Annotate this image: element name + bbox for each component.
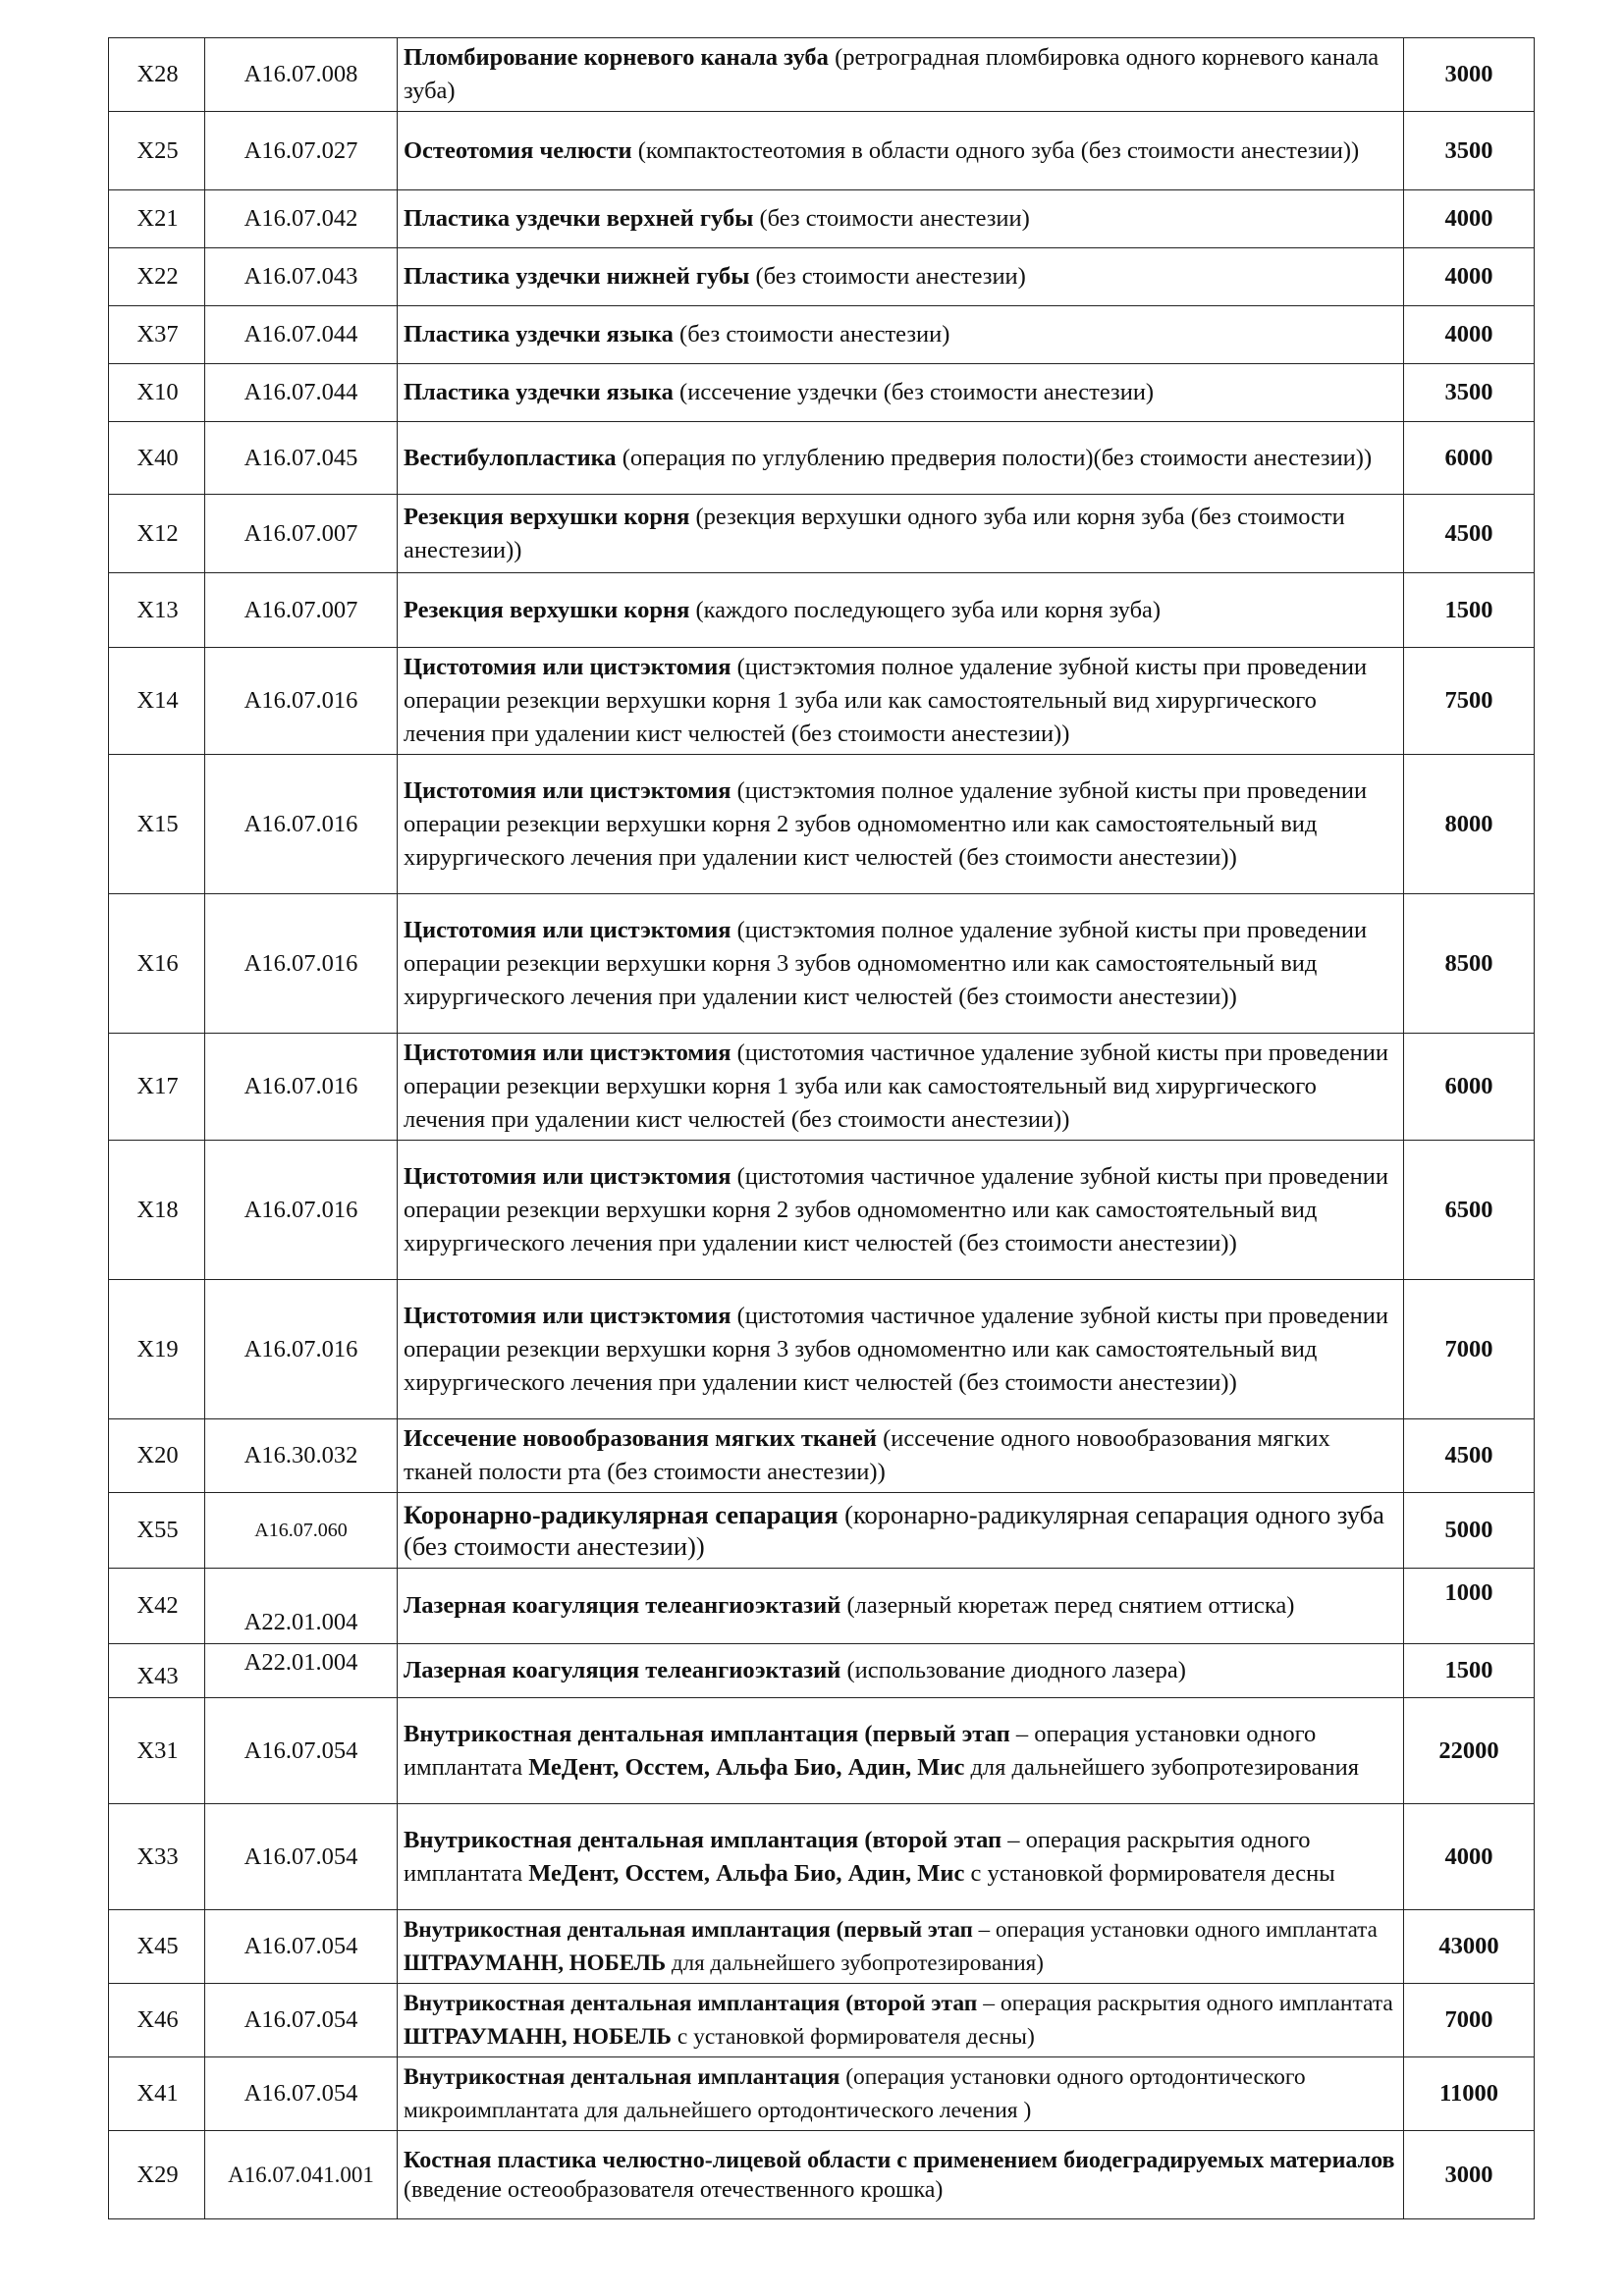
table-row [109, 755, 1535, 894]
service-code: Х14 [109, 648, 205, 755]
service-description [398, 1034, 1404, 1141]
service-code: Х13 [109, 573, 205, 648]
table-row [109, 2057, 1535, 2131]
service-note: (операция по углублению предверия полости)(без стоимости анестезии)) [616, 444, 1373, 471]
service-description [398, 1644, 1404, 1698]
service-title: Резекция верхушки корня [404, 596, 690, 623]
service-note: (цистотомия частичное удаление зубной кисты при проведении операции резекции верхушки корня 3 зубов одномоментно или как самостоятельный вид хирургического лечения при удалении кист челюстей (без стоимости анестезии)) [404, 1302, 1388, 1396]
service-code: Х15 [109, 755, 205, 894]
implant-brands: МеДент, Осстем, Альфа Био, Адин, Мис [528, 1753, 965, 1781]
service-article: А16.07.016 [205, 894, 398, 1034]
service-article: А16.07.027 [205, 112, 398, 190]
table-row [109, 422, 1535, 495]
table-row [109, 648, 1535, 755]
service-title: Коронарно-радикулярная сепарация [404, 1500, 839, 1529]
service-note: (без стоимости анестезии) [749, 263, 1026, 290]
service-description [398, 573, 1404, 648]
service-description [398, 422, 1404, 495]
table-row [109, 248, 1535, 306]
table-row [109, 1984, 1535, 2057]
service-note-tail: для дальнейшего зубопротезирования [964, 1753, 1360, 1781]
service-title: Цистотомия или цистэктомия [404, 1040, 731, 1066]
service-note: (лазерный кюретаж перед снятием оттиска) [840, 1592, 1295, 1619]
service-price: 4000 [1404, 248, 1535, 306]
service-note: (цистотомия частичное удаление зубной кисты при проведении операции резекции верхушки корня 1 зуба или как самостоятельный вид хирургического лечения при удалении кист челюстей (без стоимости анестезии)) [404, 1040, 1388, 1133]
service-price: 1000 [1404, 1569, 1535, 1644]
service-description [398, 38, 1404, 112]
service-description [398, 1569, 1404, 1644]
service-description [398, 1804, 1404, 1910]
service-article: А22.01.004 [205, 1644, 398, 1698]
service-title: Цистотомия или цистэктомия [404, 1302, 731, 1329]
service-description [398, 495, 1404, 573]
service-title: Внутрикостная дентальная имплантация [404, 1917, 831, 1942]
service-title: Костная пластика челюстно-лицевой области с применением биодеградируемых материалов [404, 2147, 1395, 2173]
service-code: Х31 [109, 1698, 205, 1804]
service-code: Х28 [109, 38, 205, 112]
service-article: А16.07.042 [205, 190, 398, 248]
service-stage: (второй этап [839, 1991, 978, 2016]
service-title: Остеотомия челюсти [404, 136, 632, 164]
service-code: Х19 [109, 1280, 205, 1419]
service-title: Пластика уздечки верхней губы [404, 205, 754, 232]
service-code: Х33 [109, 1804, 205, 1910]
service-title: Пластика уздечки языка [404, 379, 674, 405]
service-price: 6000 [1404, 1034, 1535, 1141]
table-row [109, 1910, 1535, 1984]
service-price: 11000 [1404, 2057, 1535, 2131]
service-price: 4500 [1404, 1419, 1535, 1493]
table-row [109, 1280, 1535, 1419]
service-title: Пластика уздечки языка [404, 321, 674, 347]
service-stage: (второй этап [858, 1826, 1002, 1853]
table-row [109, 1493, 1535, 1569]
service-title: Внутрикостная дентальная имплантация [404, 1991, 840, 2016]
service-price: 8500 [1404, 894, 1535, 1034]
implant-brands: МеДент, Осстем, Альфа Био, Адин, Мис [528, 1859, 965, 1887]
service-code: Х41 [109, 2057, 205, 2131]
table-row [109, 364, 1535, 422]
service-note: – операция раскрытия одного имплантата [977, 1991, 1393, 2016]
service-title: Цистотомия или цистэктомия [404, 1162, 731, 1190]
service-description [398, 1493, 1404, 1569]
service-price: 3500 [1404, 364, 1535, 422]
service-code: Х46 [109, 1984, 205, 2057]
service-description [398, 1984, 1404, 2057]
service-note-tail: для дальнейшего зубопротезирования) [666, 1950, 1044, 1975]
service-description [398, 364, 1404, 422]
service-price: 8000 [1404, 755, 1535, 894]
table-row [109, 190, 1535, 248]
service-price: 4000 [1404, 1804, 1535, 1910]
service-code: Х40 [109, 422, 205, 495]
service-description [398, 2057, 1404, 2131]
service-stage: (первый этап [830, 1917, 973, 1942]
table-row [109, 38, 1535, 112]
service-article: А16.07.054 [205, 1984, 398, 2057]
service-code: Х55 [109, 1493, 205, 1569]
service-title: Пластика уздечки нижней губы [404, 263, 750, 290]
service-title: Резекция верхушки корня [404, 503, 690, 530]
service-price: 43000 [1404, 1910, 1535, 1984]
service-article: А16.07.054 [205, 1910, 398, 1984]
service-article: А16.07.045 [205, 422, 398, 495]
service-price: 1500 [1404, 1644, 1535, 1698]
service-title: Цистотомия или цистэктомия [404, 776, 731, 804]
service-description [398, 248, 1404, 306]
service-note: (использование диодного лазера) [840, 1657, 1186, 1683]
service-code: Х43 [109, 1644, 205, 1698]
service-price: 4000 [1404, 190, 1535, 248]
service-price: 6500 [1404, 1141, 1535, 1280]
service-note: (коронарно-радикулярная сепарация одного зуба (без стоимости анестезии)) [404, 1500, 1384, 1561]
service-price: 7000 [1404, 1984, 1535, 2057]
service-article: А16.30.032 [205, 1419, 398, 1493]
table-row [109, 894, 1535, 1034]
table-row [109, 495, 1535, 573]
service-note: (иссечение уздечки (без стоимости анестезии) [673, 379, 1155, 405]
service-note: (компактостеотомия в области одного зуба (без стоимости анестезии)) [631, 136, 1360, 164]
service-article: А16.07.016 [205, 1280, 398, 1419]
service-article: А16.07.044 [205, 364, 398, 422]
service-note: (цистэктомия полное удаление зубной кисты при проведении операции резекции верхушки корня 2 зубов одномоментно или как самостоятельный вид хирургического лечения при удалении кист челюстей (без стоимости анестезии)) [404, 776, 1368, 871]
service-title: Иссечение новообразования мягких тканей [404, 1425, 877, 1452]
service-price: 4500 [1404, 495, 1535, 573]
service-description [398, 894, 1404, 1034]
service-description [398, 1280, 1404, 1419]
service-code: Х37 [109, 306, 205, 364]
service-code: Х25 [109, 112, 205, 190]
service-note: (без стоимости анестезии) [673, 321, 950, 347]
service-article: А16.07.054 [205, 2057, 398, 2131]
table-row [109, 112, 1535, 190]
table-row [109, 573, 1535, 648]
table-row [109, 1034, 1535, 1141]
service-code: Х22 [109, 248, 205, 306]
service-title: Внутрикостная дентальная имплантация [404, 2064, 840, 2090]
service-note-tail: с установкой формирователя десны) [671, 2024, 1035, 2050]
service-note: (иссечение одного новообразования мягких тканей полости рта (без стоимости анестезии)) [404, 1425, 1330, 1485]
service-code: Х21 [109, 190, 205, 248]
service-price: 3000 [1404, 38, 1535, 112]
service-code: Х42 [109, 1569, 205, 1644]
table-row [109, 306, 1535, 364]
service-article: А16.07.043 [205, 248, 398, 306]
service-note: (операция установки одного ортодонтического микроимплантата для дальнейшего ортодонтического лечения ) [404, 2064, 1306, 2123]
service-price: 4000 [1404, 306, 1535, 364]
service-note: – операция раскрытия одного имплантата [404, 1826, 1311, 1887]
service-price: 7500 [1404, 648, 1535, 755]
service-note: (без стоимости анестезии) [753, 205, 1030, 232]
service-code: Х10 [109, 364, 205, 422]
service-article: А16.07.041.001 [205, 2131, 398, 2219]
service-article: А16.07.060 [205, 1493, 398, 1569]
service-price: 1500 [1404, 573, 1535, 648]
service-article: А16.07.008 [205, 38, 398, 112]
service-article: А22.01.004 [205, 1569, 398, 1644]
service-price: 3500 [1404, 112, 1535, 190]
service-code: Х29 [109, 2131, 205, 2219]
service-note: (цистотомия частичное удаление зубной кисты при проведении операции резекции верхушки корня 2 зубов одномоментно или как самостоятельный вид хирургического лечения при удалении кист челюстей (без стоимости анестезии)) [404, 1162, 1388, 1256]
implant-brands: ШТРАУМАНН, НОБЕЛЬ [404, 1950, 667, 1975]
price-list-page [108, 37, 1534, 2219]
table-row [109, 1698, 1535, 1804]
service-article: А16.07.007 [205, 573, 398, 648]
service-article: А16.07.054 [205, 1698, 398, 1804]
service-description [398, 112, 1404, 190]
service-article: А16.07.016 [205, 755, 398, 894]
service-note: (цистэктомия полное удаление зубной кисты при проведении операции резекции верхушки корня 3 зубов одномоментно или как самостоятельный вид хирургического лечения при удалении кист челюстей (без стоимости анестезии)) [404, 916, 1368, 1010]
service-price: 3000 [1404, 2131, 1535, 2219]
service-code: Х18 [109, 1141, 205, 1280]
service-note: (резекция верхушки одного зуба или корня зуба (без стоимости анестезии)) [404, 503, 1345, 563]
service-price: 6000 [1404, 422, 1535, 495]
service-code: Х17 [109, 1034, 205, 1141]
service-description [398, 1910, 1404, 1984]
service-description [398, 2131, 1404, 2219]
service-description [398, 755, 1404, 894]
service-note: (цистэктомия полное удаление зубной кисты при проведении операции резекции верхушки корня 1 зуба или как самостоятельный вид хирургического лечения при удалении кист челюстей (без стоимости анестезии)) [404, 654, 1368, 747]
service-note-tail: с установкой формирователя десны [964, 1859, 1335, 1887]
table-row [109, 1804, 1535, 1910]
service-description [398, 306, 1404, 364]
service-title: Пломбирование корневого канала зуба [404, 44, 829, 71]
service-article: А16.07.044 [205, 306, 398, 364]
service-title: Цистотомия или цистэктомия [404, 916, 731, 943]
service-description [398, 648, 1404, 755]
service-stage: (первый этап [858, 1720, 1010, 1747]
service-title: Цистотомия или цистэктомия [404, 654, 731, 680]
service-code: Х12 [109, 495, 205, 573]
service-description [398, 1141, 1404, 1280]
service-code: Х16 [109, 894, 205, 1034]
service-note: – операция установки одного имплантата [404, 1720, 1317, 1781]
service-description [398, 1419, 1404, 1493]
implant-brands: ШТРАУМАНН, НОБЕЛЬ [404, 2024, 672, 2050]
service-title: Вестибулопластика [404, 444, 617, 471]
service-price: 5000 [1404, 1493, 1535, 1569]
service-article: А16.07.016 [205, 1034, 398, 1141]
service-title: Лазерная коагуляция телеангиоэктазий [404, 1592, 841, 1619]
service-code: Х20 [109, 1419, 205, 1493]
service-note: (каждого последующего зуба или корня зуба) [689, 596, 1162, 623]
table-row [109, 1419, 1535, 1493]
service-price: 7000 [1404, 1280, 1535, 1419]
service-note: – операция установки одного имплантата [972, 1917, 1378, 1942]
service-code: Х45 [109, 1910, 205, 1984]
table-row [109, 1644, 1535, 1698]
price-list-table [108, 37, 1535, 2219]
service-note: (ретроградная пломбировка одного корневого канала зуба) [404, 44, 1380, 104]
table-row [109, 1141, 1535, 1280]
service-article: А16.07.016 [205, 1141, 398, 1280]
service-note: (введение остеообразователя отечественного крошка) [404, 2176, 944, 2203]
table-row [109, 1569, 1535, 1644]
service-price: 22000 [1404, 1698, 1535, 1804]
service-title: Внутрикостная дентальная имплантация [404, 1720, 859, 1747]
service-article: А16.07.016 [205, 648, 398, 755]
service-article: А16.07.054 [205, 1804, 398, 1910]
service-title: Лазерная коагуляция телеангиоэктазий [404, 1657, 841, 1683]
service-title: Внутрикостная дентальная имплантация [404, 1826, 859, 1853]
service-article: А16.07.007 [205, 495, 398, 573]
service-description [398, 190, 1404, 248]
table-row [109, 2131, 1535, 2219]
service-description [398, 1698, 1404, 1804]
